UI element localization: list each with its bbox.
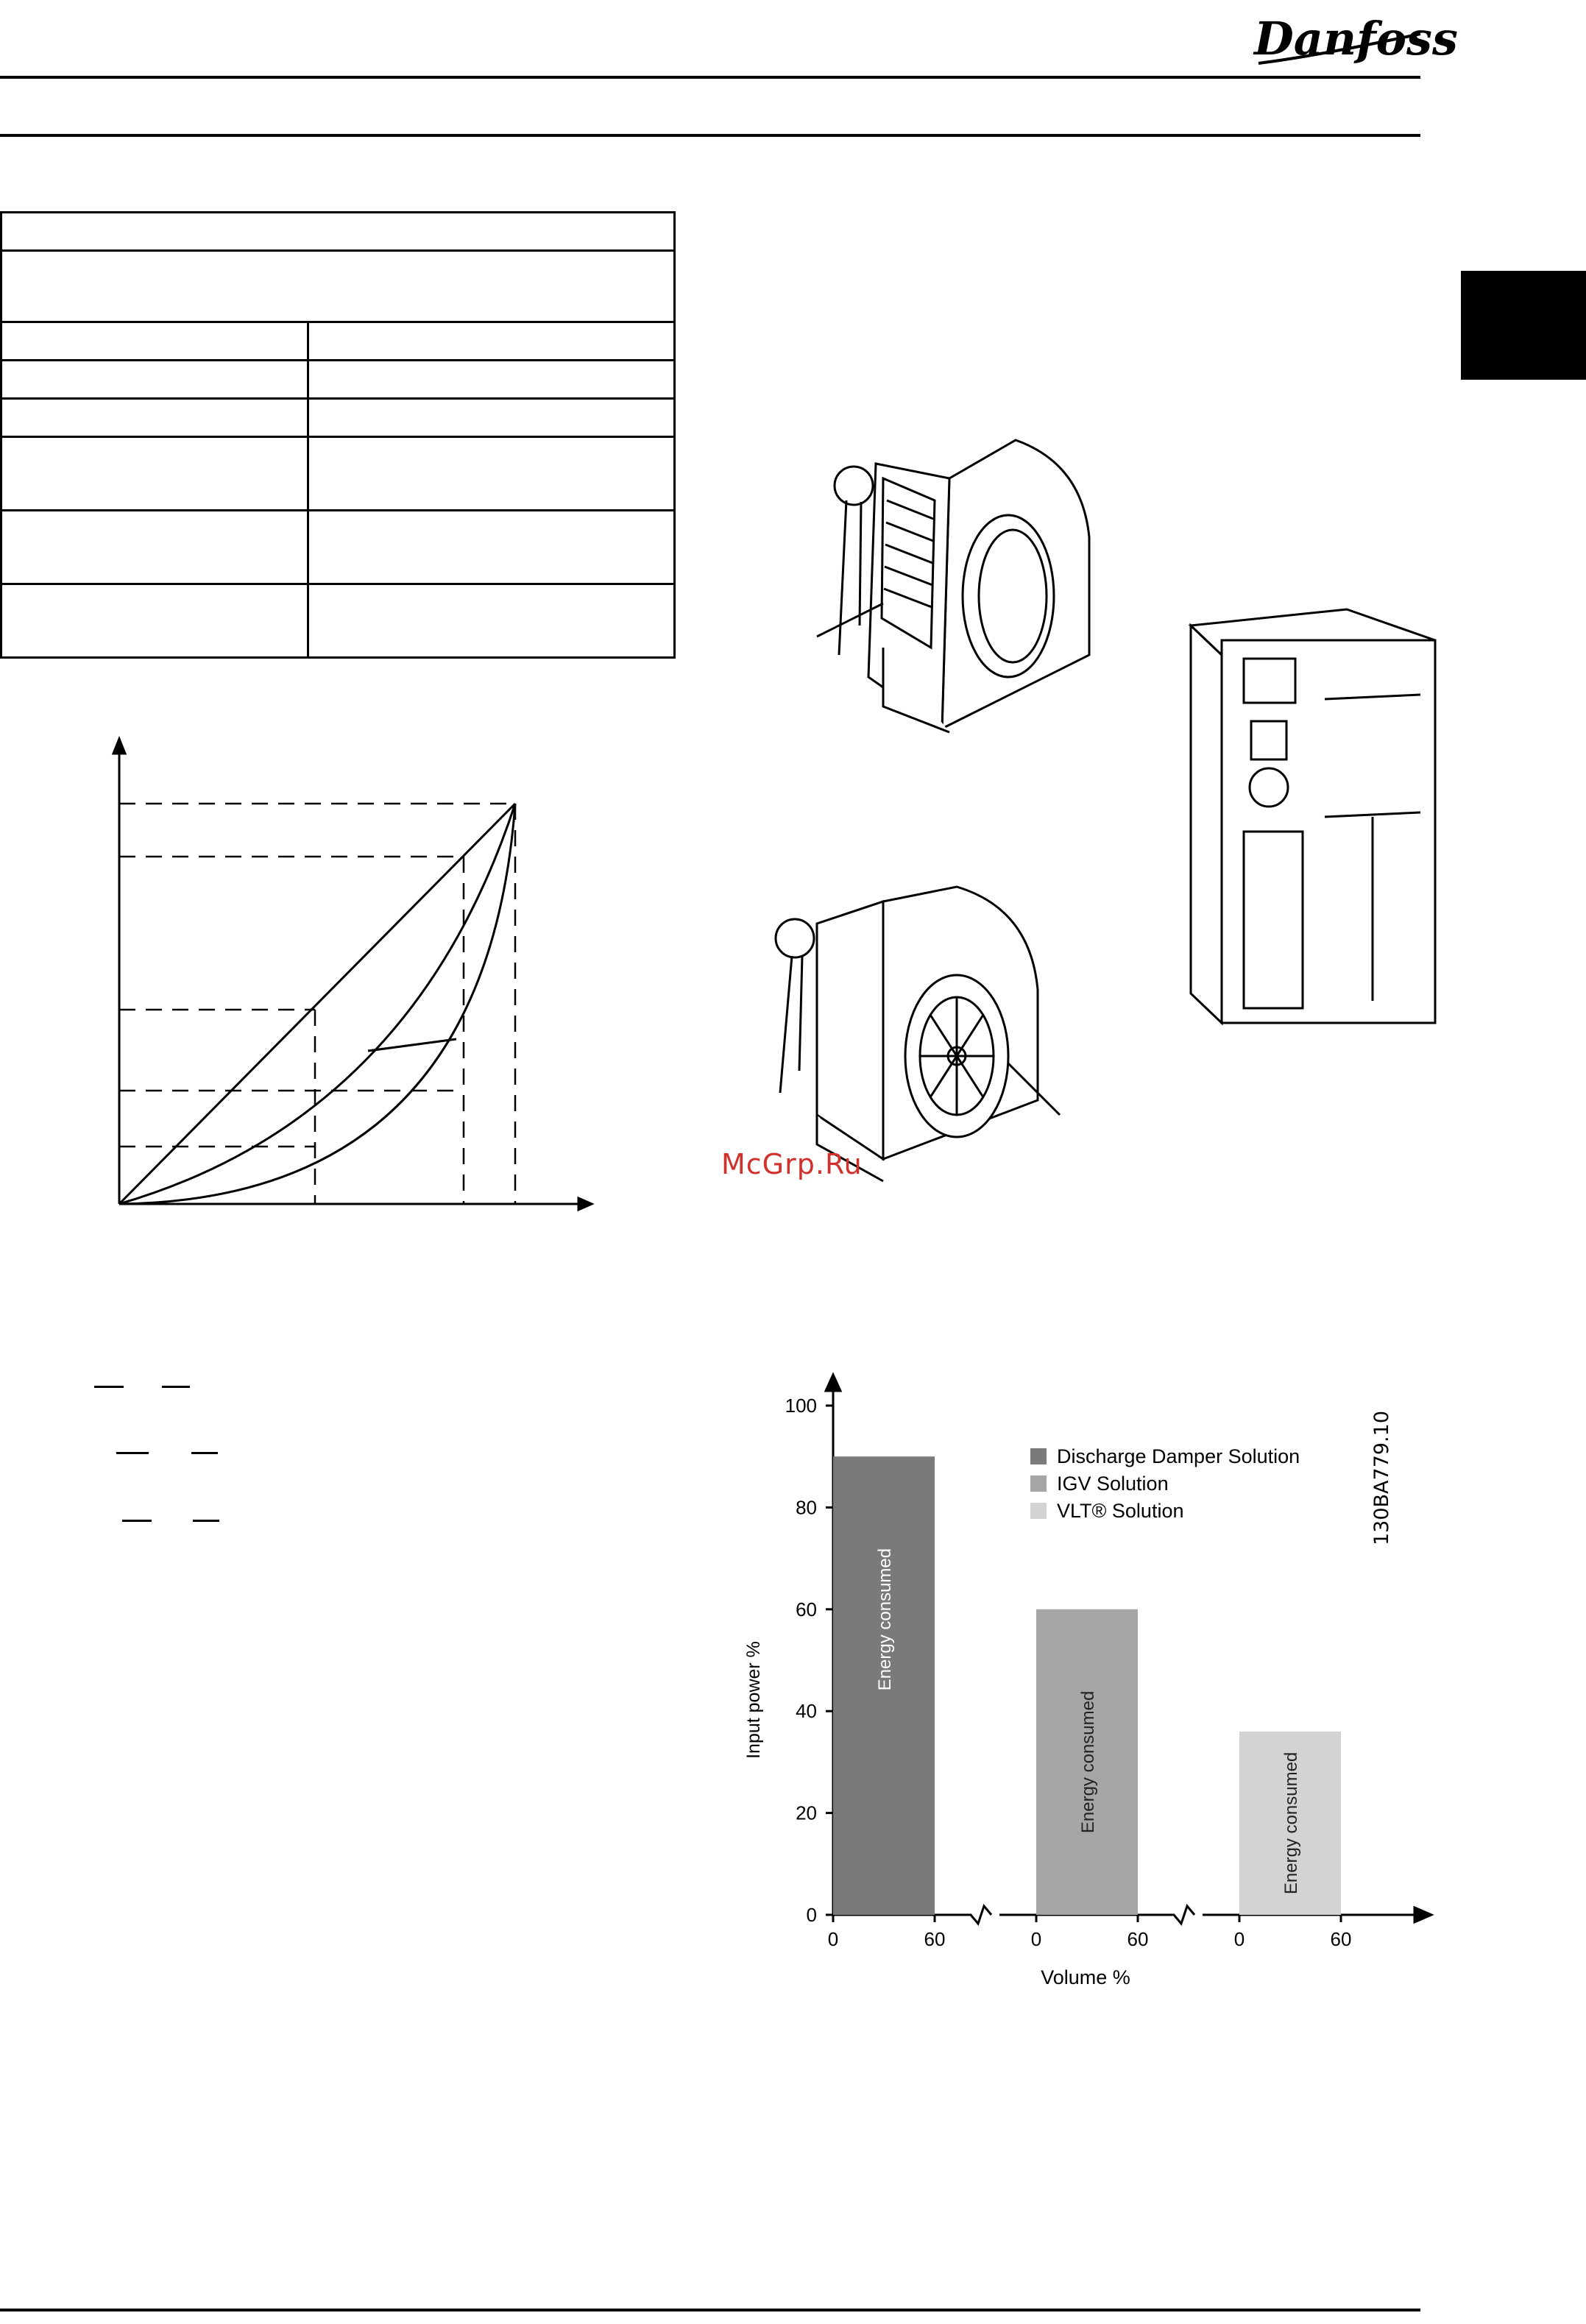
- header-rule-top: [0, 76, 1420, 79]
- watermark: McGrp.Ru: [721, 1148, 863, 1180]
- y-axis-label: Input power %: [743, 1641, 764, 1759]
- y-tick-label: 20: [796, 1802, 817, 1824]
- bar-label-1: Energy consumed: [1078, 1690, 1098, 1834]
- bar-label-2: Energy consumed: [1281, 1751, 1301, 1895]
- fraction-bar: [116, 1452, 149, 1454]
- bar-label-0: Energy consumed: [875, 1548, 895, 1691]
- energy-bar-chart: [729, 1369, 1435, 2009]
- header-rule-bottom: [0, 134, 1420, 137]
- fraction-bar: [162, 1386, 190, 1388]
- x-tick-label: 60: [1330, 1928, 1352, 1950]
- table-cell: [1, 361, 308, 399]
- vlt-drive-cabinet-illustration: [1178, 603, 1442, 1030]
- table-cell: [308, 437, 675, 511]
- spec-table: [0, 211, 676, 659]
- axis-break-mark: [1174, 1906, 1194, 1924]
- table-cell: [1, 322, 308, 361]
- fan-discharge-damper-illustration: [802, 434, 1111, 743]
- fraction-bar: [94, 1386, 124, 1388]
- x-axis-label: Volume %: [1041, 1966, 1130, 1988]
- y-tick-label: 60: [796, 1598, 817, 1620]
- x-tick-label: 0: [1030, 1928, 1042, 1950]
- footer-rule: [0, 2309, 1420, 2311]
- table-subheader-cell: [1, 251, 675, 322]
- table-cell: [1, 584, 308, 658]
- brand-logo-text: Danfoss: [1254, 12, 1458, 65]
- fraction-bar: [191, 1452, 218, 1454]
- legend-swatch-2: [1030, 1503, 1047, 1519]
- table-cell: [308, 584, 675, 658]
- table-header-cell: [1, 213, 675, 251]
- x-tick-label: 60: [924, 1928, 946, 1950]
- fan-igv-illustration: [765, 879, 1089, 1188]
- table-cell: [308, 511, 675, 584]
- y-tick-label: 0: [806, 1904, 817, 1926]
- y-tick-label: 40: [796, 1700, 817, 1723]
- table-cell: [308, 322, 675, 361]
- y-tick-label: 100: [785, 1395, 817, 1417]
- fraction-bar: [122, 1520, 152, 1522]
- chapter-tab: [1461, 271, 1586, 380]
- legend-entry-0: Discharge Damper Solution: [1057, 1445, 1300, 1467]
- power-curve-diagram: [103, 736, 603, 1222]
- y-axis-arrow: [826, 1375, 840, 1391]
- x-tick-label: 0: [1233, 1928, 1245, 1950]
- legend-swatch-0: [1030, 1448, 1047, 1464]
- table-cell: [1, 511, 308, 584]
- fraction-bar: [193, 1520, 219, 1522]
- table-cell: [1, 399, 308, 437]
- table-cell: [308, 399, 675, 437]
- legend-swatch-1: [1030, 1475, 1047, 1492]
- danfoss-logo: [1251, 4, 1458, 74]
- x-axis-arrow: [1415, 1907, 1431, 1922]
- y-tick-label: 80: [796, 1496, 817, 1519]
- figure-code: 130BA779.10: [1370, 1410, 1393, 1545]
- legend-entry-1: IGV Solution: [1057, 1473, 1169, 1495]
- x-tick-label: 60: [1127, 1928, 1149, 1950]
- table-cell: [1, 437, 308, 511]
- legend-entry-2: VLT® Solution: [1057, 1500, 1184, 1522]
- x-tick-label: 0: [827, 1928, 839, 1950]
- axis-break-mark: [971, 1906, 991, 1924]
- table-cell: [308, 361, 675, 399]
